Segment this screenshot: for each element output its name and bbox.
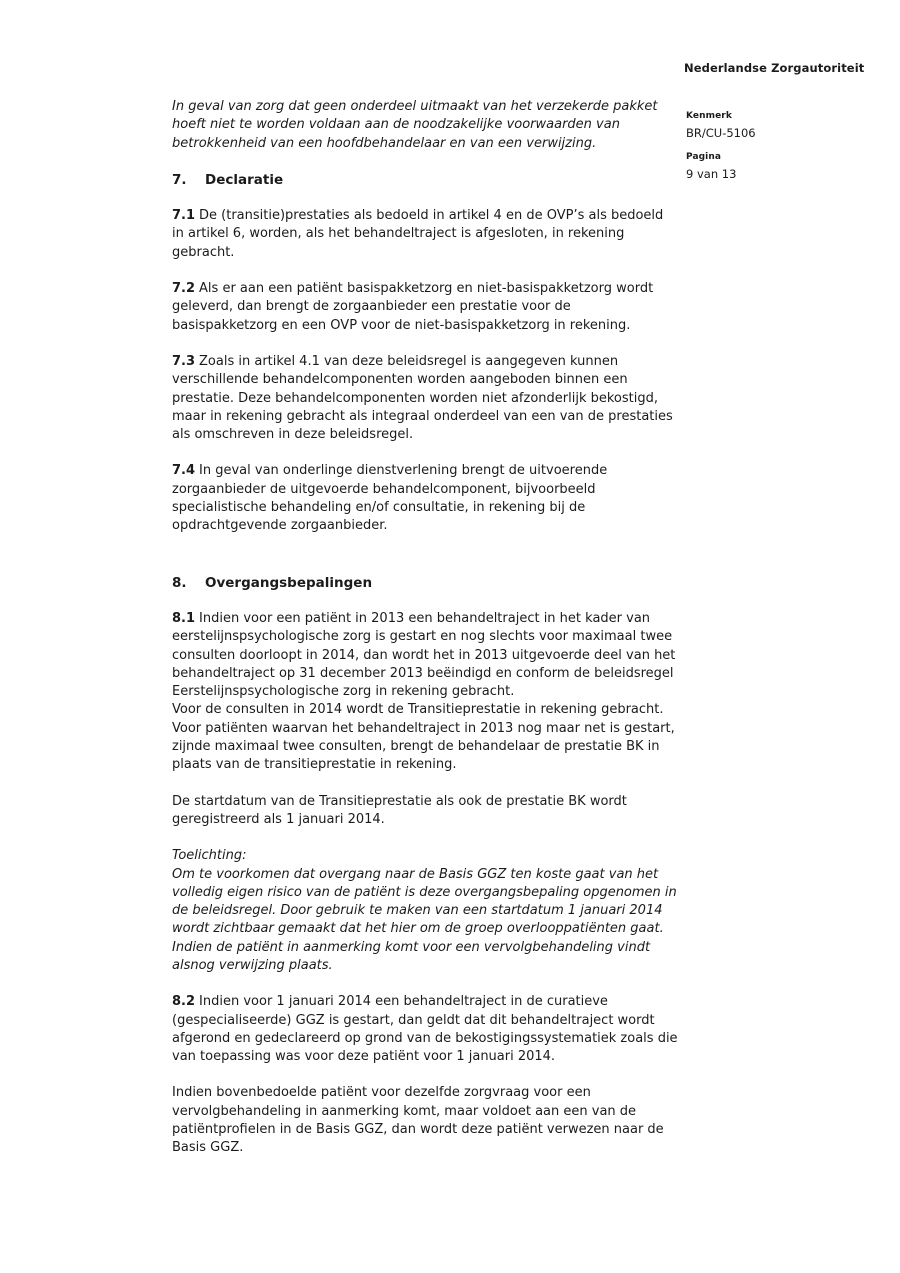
paragraph-7-3	[172, 353, 678, 444]
paragraph-8-1-text-1: Indien voor een patiënt in 2013 een behandeltraject in het kader van eerstelijnspsychologische zorg is gestart en nog slechts voor maximaal twee consulten doorloopt in 2014, dan wordt het in 2013 uitgevoerde deel van het behandeltraject op 31 december 2013 beëindigd en conform de beleidsregel Eerstelijnspsychologische zorg in rekening gebracht.	[172, 610, 676, 700]
paragraph-8-1-number: 8.1	[172, 610, 196, 626]
paragraph-7-4	[172, 462, 678, 535]
document-body	[172, 98, 678, 1158]
organization-name: Nederlandse Zorgautoriteit	[684, 61, 865, 75]
paragraph-7-3-number: 7.3	[172, 353, 196, 369]
paragraph-7-4-text: In geval van onderlinge dienstverlening brengt de uitvoerende zorgaanbieder de uitgevoerde behandelcomponent, bijvoorbeeld specialistische behandeling en/of consultatie, in rekening bij de opdrachtgevende zorgaanbieder.	[172, 463, 608, 534]
paragraph-8-2-text: Indien voor 1 januari 2014 een behandeltraject in de curatieve (gespecialiseerde) GGZ is gestart, dan geldt dat dit behandeltraject wordt afgerond en gedeclareerd op grond van de bekostigingssystematiek zoals die van toepassing was voor deze patiënt voor 1 januari 2014.	[172, 994, 678, 1065]
paragraph-8-1-segment-3: Voor patiënten waarvan het behandeltraject in 2013 nog maar net is gestart, zijnde maximaal twee consulten, brengt de behandelaar de prestatie BK in plaats van de transitieprestatie in rekening.	[172, 720, 675, 773]
paragraph-7-1-number: 7.1	[172, 208, 196, 224]
paragraph-final: Indien bovenbedoelde patiënt voor dezelfde zorgvraag voor een vervolgbehandeling in aanmerking komt, maar voldoet aan een van de patiëntprofielen in de Basis GGZ, dan wordt deze patiënt verwezen naar de Basis GGZ.	[172, 1085, 664, 1156]
pagina-label: Pagina	[686, 152, 722, 162]
paragraph-7-2-number: 7.2	[172, 281, 196, 297]
paragraph-7-1-text: De (transitie)prestaties als bedoeld in artikel 4 en de OVP’s als bedoeld in artikel 6, worden, als het behandeltraject is afgesloten, in rekening gebracht.	[172, 208, 664, 260]
paragraph-7-2	[172, 280, 678, 335]
toelichting-label: Toelichting:	[172, 848, 247, 864]
document-meta	[686, 111, 856, 181]
paragraph-8-1-segment-2: Voor de consulten in 2014 wordt de Transitieprestatie in rekening gebracht.	[172, 702, 664, 718]
paragraph-8-2	[172, 993, 678, 1066]
paragraph-startdatum: De startdatum van de Transitieprestatie als ook de prestatie BK wordt geregistreerd als 1 januari 2014.	[172, 793, 627, 827]
section-8-title: Overgangsbepalingen	[205, 574, 373, 591]
kenmerk-label: Kenmerk	[686, 111, 732, 121]
section-7-number: 7.	[172, 171, 187, 188]
paragraph-8-2-number: 8.2	[172, 994, 196, 1010]
toelichting-block	[172, 847, 678, 975]
kenmerk-value: BR/CU-5106	[686, 126, 756, 140]
paragraph-7-2-text: Als er aan een patiënt basispakketzorg en niet-basispakketzorg wordt geleverd, dan brengt de zorgaanbieder een prestatie voor de basispakketzorg en een OVP voor de niet-basispakketzorg in rekening.	[172, 281, 654, 333]
paragraph-8-1-segment-1	[172, 611, 675, 699]
section-8-heading	[172, 574, 678, 592]
section-8-number: 8.	[172, 574, 187, 591]
section-7-title: Declaratie	[205, 171, 284, 188]
pagina-value: 9 van 13	[686, 167, 737, 181]
section-7-heading	[172, 171, 678, 189]
toelichting-text: Om te voorkomen dat overgang naar de Basis GGZ ten koste gaat van het volledig eigen risico van de patiënt is deze overgangsbepaling opgenomen in de beleidsregel. Door gebruik te maken van een startdatum 1 januari 2014 wordt zichtbaar gemaakt dat het hier om de groep overlooppatiënten gaat. Indien de patiënt in aanmerking komt voor een vervolgbehandeling vindt alsnog verwijzing plaats.	[172, 866, 677, 973]
paragraph-7-4-number: 7.4	[172, 463, 196, 479]
intro-paragraph: In geval van zorg dat geen onderdeel uitmaakt van het verzekerde pakket hoeft niet te worden voldaan aan de noodzakelijke voorwaarden van betrokkenheid van een hoofdbehandelaar en van een verwijzing.	[172, 99, 658, 151]
paragraph-7-3-text: Zoals in artikel 4.1 van deze beleidsregel is aangegeven kunnen verschillende behandelcomponenten worden aangeboden binnen een prestatie. Deze behandelcomponenten worden niet afzonderlijk bekostigd, maar in rekening gebracht als integraal onderdeel van een van de prestaties als omschreven in deze beleidsregel.	[172, 353, 673, 443]
paragraph-8-1	[172, 610, 678, 775]
paragraph-7-1	[172, 207, 678, 262]
